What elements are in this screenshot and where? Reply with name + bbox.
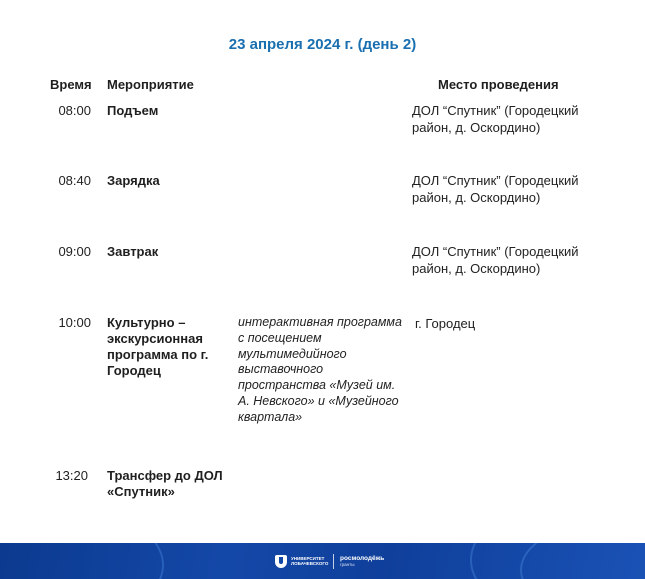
schedule-title: 23 апреля 2024 г. (день 2): [228, 36, 417, 53]
row-event: Завтрак: [107, 244, 159, 259]
row-time: 09:00: [58, 244, 91, 259]
row-place: ДОЛ “Спутник” (Городецкий район, д. Оскордино): [412, 173, 579, 205]
header-place: Место проведения: [438, 77, 559, 92]
header-event: Мероприятие: [107, 77, 194, 92]
footer-logos: [275, 552, 384, 570]
row-time: 10:00: [58, 315, 91, 330]
row-event: Подъем: [107, 103, 159, 118]
row-time: 08:40: [58, 173, 91, 188]
university-logo-text: УНИВЕРСИТЕТ ЛОБАЧЕВСКОГО: [291, 556, 329, 566]
row-place: ДОЛ “Спутник” (Городецкий район, д. Оскордино): [412, 103, 579, 135]
row-place: г. Городец: [415, 316, 476, 331]
row-event: Зарядка: [107, 173, 160, 188]
rosmolodezh-logo-main: росмолодёжь: [340, 555, 385, 562]
footer-decor-arc: [0, 543, 164, 579]
row-time: 13:20: [55, 468, 88, 483]
row-event: Культурно – экскурсионная программа по г. Городец: [107, 315, 209, 378]
row-description: интерактивная программа с посещением мультимедийного выставочного пространства «Музей им. А. Невского» и «Музейного квартала»: [238, 315, 402, 424]
row-place: ДОЛ “Спутник” (Городецкий район, д. Оскордино): [412, 244, 579, 276]
rosmolodezh-logo-sub: гранты: [340, 562, 355, 567]
rosmolodezh-logo: [340, 555, 384, 567]
header-time: Время: [50, 77, 92, 92]
logo-divider: [333, 554, 334, 569]
row-event: Трансфер до ДОЛ «Спутник»: [107, 468, 223, 499]
footer-decor-arc: [520, 543, 645, 579]
row-time: 08:00: [58, 103, 91, 118]
footer-bar: [0, 543, 645, 579]
university-logo-icon: [275, 555, 287, 568]
